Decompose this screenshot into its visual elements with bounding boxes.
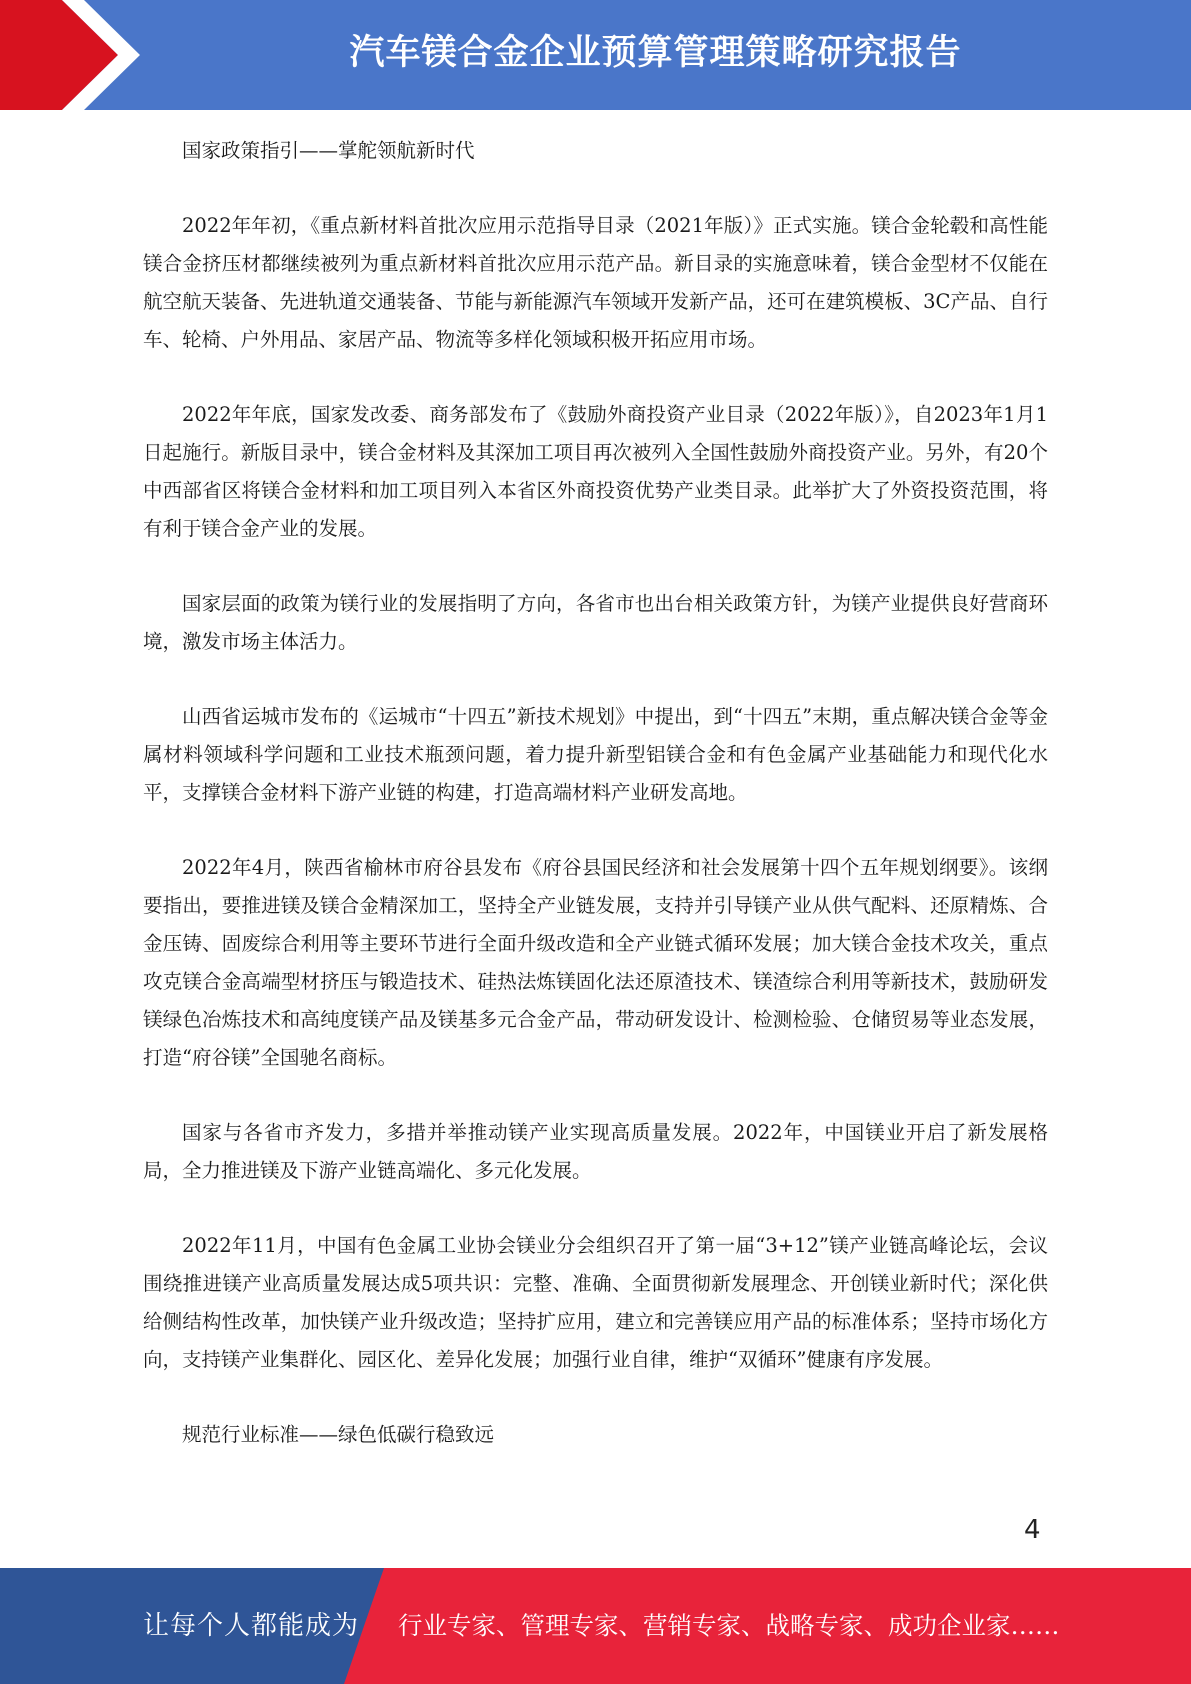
- chevron-arrow-icon: [0, 0, 160, 110]
- section-heading-policy: 国家政策指引——掌舵领航新时代: [182, 139, 475, 162]
- paragraph: 山西省运城市发布的《运城市“十四五”新技术规划》中提出，到“十四五”末期，重点解决镁合金等金属材料领域科学问题和工业技术瓶颈问题，着力提升新型铝镁合金和有色金属产业基础能力和现代化水平，支撑镁合金材料下游产业链的构建，打造高端材料产业研发高地。: [143, 705, 1048, 804]
- paragraph: 2022年4月，陕西省榆林市府谷县发布《府谷县国民经济和社会发展第十四个五年规划纲要》。该纲要指出，要推进镁及镁合金精深加工，坚持全产业链发展，支持并引导镁产业从供气配料、还原精炼、合金压铸、固废综合利用等主要环节进行全面升级改造和全产业链式循环发展；加大镁合金技术攻关，重点攻克镁合金高端型材挤压与锻造技术、硅热法炼镁固化法还原渣技术、镁渣综合利用等新技术，鼓励研发镁绿色冶炼技术和高纯度镁产品及镁基多元合金产品，带动研发设计、检测检验、仓储贸易等业态发展，打造“府谷镁”全国驰名商标。: [143, 856, 1048, 1069]
- paragraph: 国家与各省市齐发力，多措并举推动镁产业实现高质量发展。2022年，中国镁业开启了新发展格局，全力推进镁及下游产业链高端化、多元化发展。: [143, 1121, 1048, 1182]
- footer-slogan-right: 行业专家、管理专家、营销专家、战略专家、成功企业家……: [398, 1611, 1060, 1640]
- section-heading-standards: 规范行业标准——绿色低碳行稳致远: [182, 1423, 495, 1446]
- page-header: [0, 0, 1191, 110]
- paragraph: 2022年11月，中国有色金属工业协会镁业分会组织召开了第一届“3+12”镁产业链高峰论坛，会议围绕推进镁产业高质量发展达成5项共识：完整、准确、全面贯彻新发展理念、开创镁业新时代；深化供给侧结构性改革，加快镁产业升级改造；坚持扩应用，建立和完善镁应用产品的标准体系；坚持市场化方向，支持镁产业集群化、园区化、差异化发展；加强行业自律，维护“双循环”健康有序发展。: [143, 1234, 1048, 1371]
- paragraph: 2022年年底，国家发改委、商务部发布了《鼓励外商投资产业目录（2022年版）》，自2023年1月1日起施行。新版目录中，镁合金材料及其深加工项目再次被列入全国性鼓励外商投资产业。另外，有20个中西部省区将镁合金材料和加工项目列入本省区外商投资优势产业类目录。此举扩大了外资投资范围，将有利于镁合金产业的发展。: [143, 403, 1048, 540]
- page-number: 4: [1024, 1515, 1041, 1545]
- footer-slogan-left: 让每个人都能成为: [143, 1611, 360, 1641]
- paragraph: 2022年年初，《重点新材料首批次应用示范指导目录（2021年版）》正式实施。镁合金轮毂和高性能镁合金挤压材都继续被列为重点新材料首批次应用示范产品。新目录的实施意味着，镁合金型材不仅能在航空航天装备、先进轨道交通装备、节能与新能源汽车领域开发新产品，还可在建筑模板、3C产品、自行车、轮椅、户外用品、家居产品、物流等多样化领域积极开拓应用市场。: [143, 214, 1048, 351]
- paragraph: 国家层面的政策为镁行业的发展指明了方向，各省市也出台相关政策方针，为镁产业提供良好营商环境，激发市场主体活力。: [143, 592, 1048, 653]
- report-title: 汽车镁合金企业预算管理策略研究报告: [349, 33, 962, 73]
- page-footer: [0, 1568, 1191, 1684]
- document-body: [143, 132, 1048, 1491]
